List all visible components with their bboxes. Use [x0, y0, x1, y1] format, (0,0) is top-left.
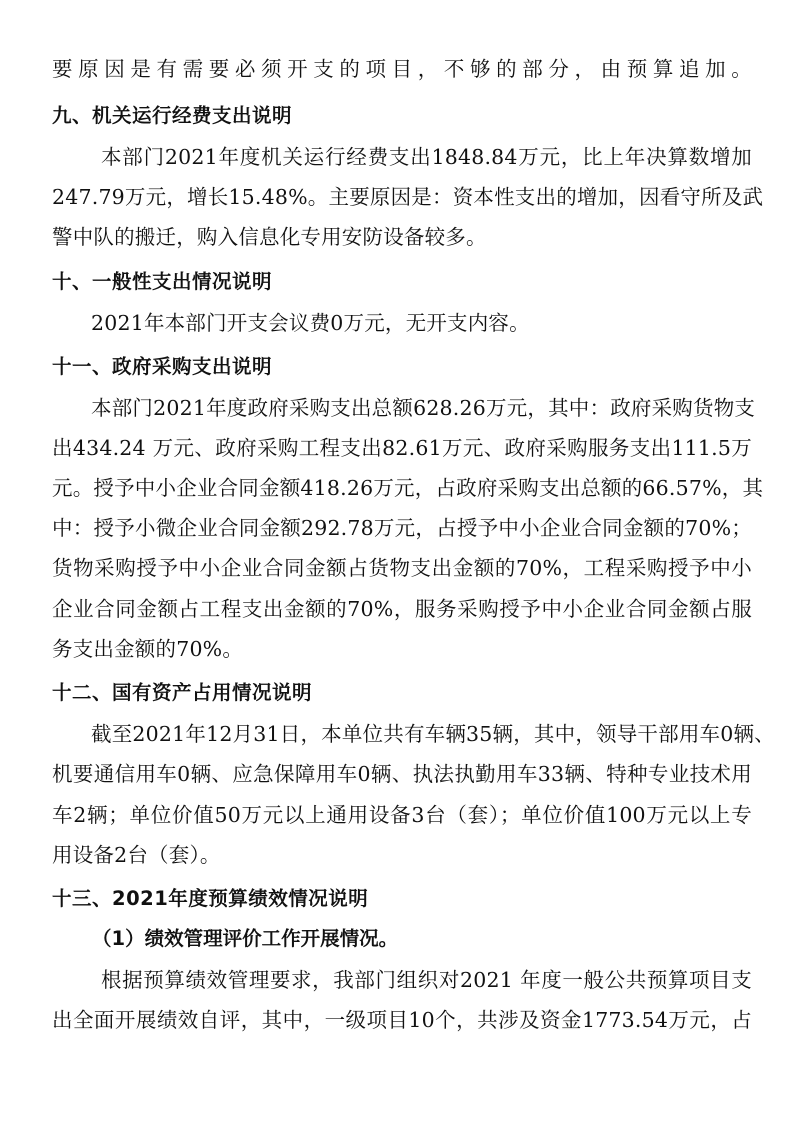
- section-heading-11: 十一、政府采购支出说明: [52, 355, 273, 378]
- section-heading-13: 十三、2021年度预算绩效情况说明: [52, 887, 369, 910]
- paragraph-line: 务支出金额的70%。: [52, 637, 244, 661]
- paragraph-line: 本部门2021年度机关运行经费支出1848.84万元，比上年决算数增加: [101, 145, 752, 169]
- paragraph-line: 警中队的搬迁，购入信息化专用安防设备较多。: [52, 225, 487, 249]
- paragraph-line: 货物采购授予中小企业合同金额占货物支出金额的70%，工程采购授予中小: [52, 556, 752, 580]
- sub-heading-13-1: （1）绩效管理评价工作开展情况。: [92, 927, 399, 950]
- paragraph-line: 截至2021年12月31日，本单位共有车辆35辆，其中，领导干部用车0辆、: [91, 722, 775, 746]
- paragraph-line: 要原因是有需要必须开支的项目，不够的部分，由预算追加。: [52, 57, 752, 81]
- paragraph-line: 用设备2台（套）。: [52, 843, 221, 867]
- paragraph-line: 2021年本部门开支会议费0万元，无开支内容。: [91, 311, 530, 335]
- paragraph-line: 247.79万元，增长15.48%。主要原因是：资本性支出的增加，因看守所及武: [52, 185, 764, 209]
- paragraph-line: 元。授予中小企业合同金额418.26万元，占政府采购支出总额的66.57%，其: [52, 476, 764, 500]
- paragraph-line: 根据预算绩效管理要求，我部门组织对2021 年度一般公共预算项目支: [101, 968, 752, 992]
- paragraph-line: 本部门2021年度政府采购支出总额628.26万元，其中：政府采购货物支: [91, 396, 756, 420]
- paragraph-line: 企业合同金额占工程支出金额的70%，服务采购授予中小企业合同金额占服: [52, 597, 752, 621]
- section-heading-9: 九、机关运行经费支出说明: [52, 104, 293, 127]
- paragraph-line: 出全面开展绩效自评，其中，一级项目10个，共涉及资金1773.54万元，占: [52, 1008, 752, 1032]
- section-heading-10: 十、一般性支出情况说明: [52, 270, 273, 293]
- section-heading-12: 十二、国有资产占用情况说明: [52, 681, 313, 704]
- paragraph-line: 车2辆；单位价值50万元以上通用设备3台（套）；单位价值100万元以上专: [52, 803, 752, 827]
- paragraph-line: 出434.24 万元、政府采购工程支出82.61万元、政府采购服务支出111.5万: [52, 436, 752, 460]
- paragraph-line: 机要通信用车0辆、应急保障用车0辆、执法执勤用车33辆、特种专业技术用: [52, 762, 752, 786]
- paragraph-line: 中：授予小微企业合同金额292.78万元，占授予中小企业合同金额的70%；: [52, 516, 752, 540]
